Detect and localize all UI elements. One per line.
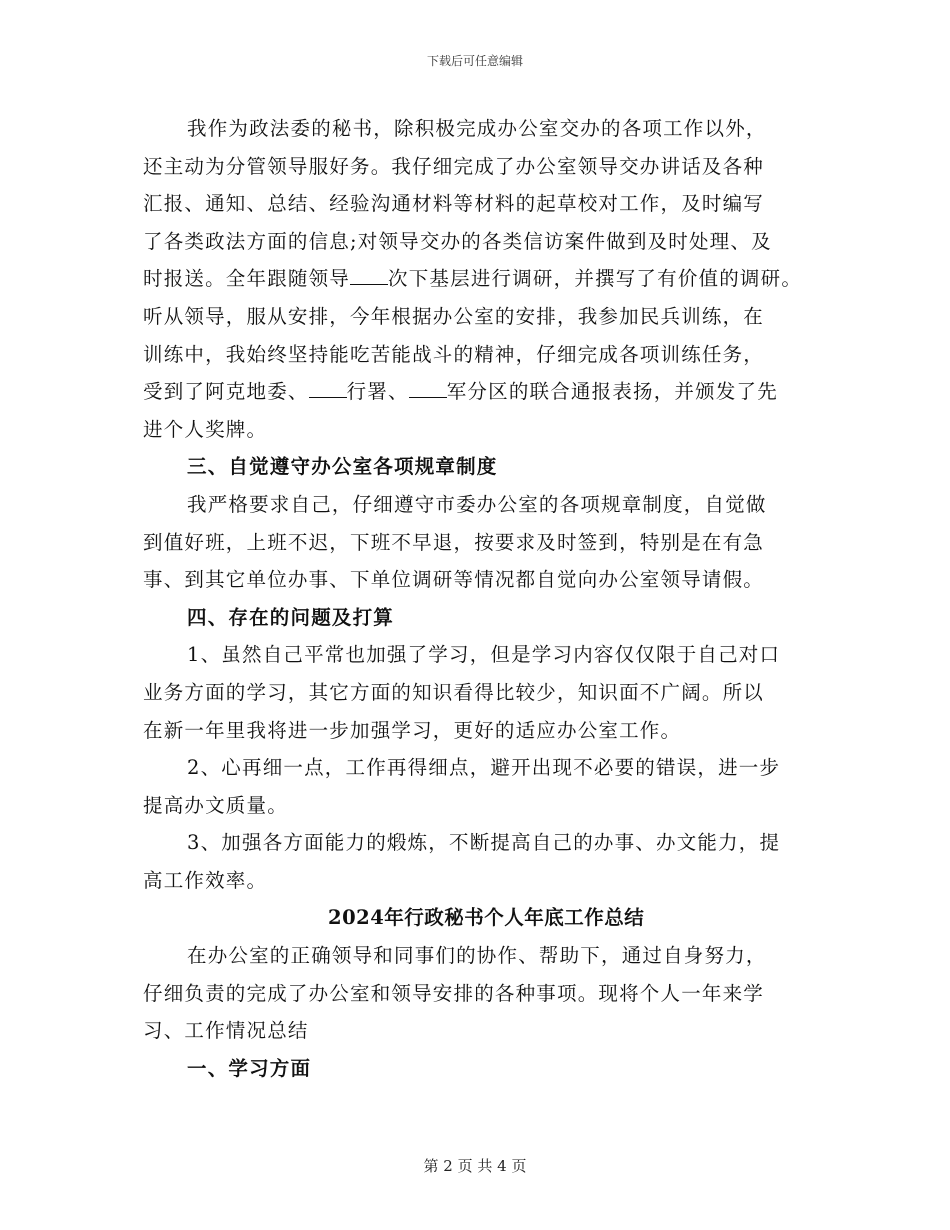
- text-segment: 次下基层进行调研，并撰写了有价值的调研。: [388, 267, 803, 291]
- list-item-line: 3、加强各方面能力的煅炼，不断提高自己的办事、办文能力，提: [187, 831, 781, 855]
- page-number: 第 2 页 共 4 页: [423, 1157, 527, 1175]
- list-item-line: 提高办文质量。: [143, 793, 288, 817]
- list-item-line: 业务方面的学习，其它方面的知识看得比较少，知识面不广阔。所以: [143, 680, 765, 704]
- paragraph-line: 我严格要求自己，仔细遵守市委办公室的各项规章制度，自觉做: [187, 492, 767, 516]
- fill-in-blank: [350, 266, 388, 285]
- text-segment: 军分区的联合通报表扬，并颁发了先: [446, 380, 778, 404]
- paragraph-line: [143, 260, 823, 298]
- paragraph-line: 事、到其它单位办事、下单位调研等情况都自觉向办公室领导请假。: [143, 568, 765, 592]
- paragraph-line: 习、工作情况总结: [143, 1019, 309, 1043]
- paragraph-line: 听从领导，服从安排，今年根据办公室的安排，我参加民兵训练，在: [143, 304, 765, 328]
- paragraph-line: 仔细负责的完成了办公室和领导安排的各种事项。现将个人一年来学: [143, 981, 765, 1005]
- text-segment: 行署、: [346, 380, 409, 404]
- paragraph-line: 在办公室的正确领导和同事们的协作、帮助下，通过自身努力，: [187, 944, 767, 968]
- text-segment: 受到了阿克地委、: [143, 380, 309, 404]
- document-title: 2024年行政秘书个人年底工作总结: [328, 906, 645, 930]
- section-heading: 三、自觉遵守办公室各项规章制度: [187, 455, 498, 479]
- paragraph-line: 训练中，我始终坚持能吃苦能战斗的精神，仔细完成各项训练任务，: [143, 342, 765, 366]
- list-item-line: 在新一年里我将进一步加强学习，更好的适应办公室工作。: [143, 718, 682, 742]
- section-heading: 四、存在的问题及打算: [187, 605, 395, 629]
- paragraph-line: 汇报、通知、总结、经验沟通材料等材料的起草校对工作，及时编写: [143, 192, 765, 216]
- text-segment: 时报送。全年跟随领导: [143, 267, 351, 291]
- paragraph-line: 我作为政法委的秘书，除积极完成办公室交办的各项工作以外，: [187, 117, 767, 140]
- list-item-line: 1、虽然自己平常也加强了学习，但是学习内容仅仅限于自己对口: [187, 643, 781, 667]
- document-body: [143, 110, 823, 1087]
- fill-in-blank: [409, 379, 447, 398]
- list-item-line: 2、心再细一点，工作再得细点，避开出现不必要的错误，进一步: [187, 756, 781, 780]
- paragraph-line: 进个人奖牌。: [143, 417, 268, 441]
- paragraph-line: 还主动为分管领导服好务。我仔细完成了办公室领导交办讲话及各种: [143, 154, 765, 178]
- paragraph-line: [143, 373, 823, 411]
- page-header-note: 下载后可任意编辑: [426, 54, 523, 68]
- list-item-line: 高工作效率。: [143, 868, 268, 892]
- paragraph-line: 到值好班，上班不迟，下班不早退，按要求及时签到，特别是在有急: [143, 530, 765, 554]
- fill-in-blank: [309, 379, 347, 398]
- paragraph-line: 了各类政法方面的信息;对领导交办的各类信访案件做到及时处理、及: [143, 229, 772, 253]
- section-heading: 一、学习方面: [187, 1056, 312, 1080]
